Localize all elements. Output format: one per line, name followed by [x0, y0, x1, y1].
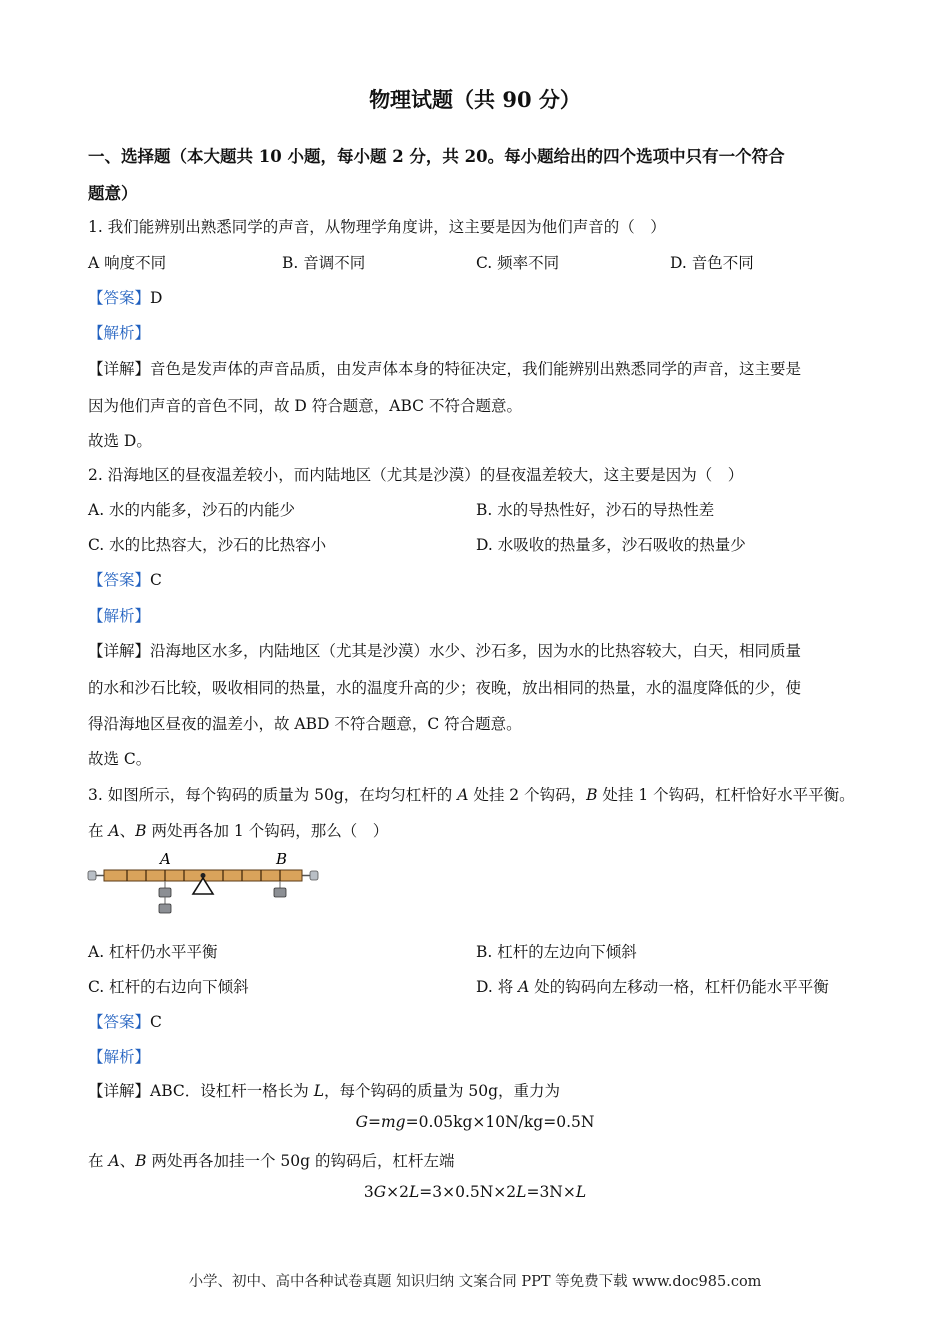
option-text: D. 将 [476, 978, 519, 996]
weight-at-b [274, 881, 286, 897]
detail-text: 音色是发声体的声音品质，由发声体本身的特征决定，我们能辨别出熟悉同学的声音，这主要是 [150, 360, 802, 378]
q1-option-d: D. 音色不同 [670, 254, 754, 272]
answer-tag: 【答案】 [88, 1013, 151, 1031]
q3-option-c: C. 杠杆的右边向下倾斜 [88, 978, 249, 996]
q3-answer [88, 1010, 162, 1032]
q2-detail-1 [88, 639, 801, 661]
variable-l: L [313, 1082, 324, 1100]
q3-option-d [476, 975, 829, 997]
variable-l: L [516, 1183, 527, 1201]
q1-detail-1 [88, 357, 801, 379]
q2-analysis-tag: 【解析】 [88, 607, 151, 625]
point-b-label: B [135, 1152, 147, 1170]
equation-text: =3N× [526, 1183, 576, 1201]
q2-option-c: C. 水的比热容大，沙石的比热容小 [88, 536, 327, 554]
variable-g: G [373, 1183, 387, 1201]
q3-analysis-tag: 【解析】 [88, 1048, 151, 1066]
q2-detail-2: 的水和沙石比较，吸收相同的热量，水的温度升高的少；夜晚，放出相同的热量，水的温度降低的少，使 [88, 679, 802, 697]
detail-text: ，每个钩码的质量为 50g，重力为 [323, 1082, 561, 1100]
q1-analysis-tag: 【解析】 [88, 324, 151, 342]
equation-text: =0.05kg×10N/kg=0.5N [405, 1113, 595, 1131]
q3-stem-2 [88, 819, 388, 841]
answer-value: C [150, 571, 162, 589]
q3-equation-1 [0, 1113, 950, 1131]
detail-text: 在 [88, 1152, 109, 1170]
q3-option-b: B. 杠杆的左边向下倾斜 [476, 943, 637, 961]
variable-mg: mg [380, 1113, 406, 1131]
q1-option-b: B. 音调不同 [282, 254, 366, 272]
q2-conclusion: 故选 C。 [88, 750, 152, 768]
q1-option-c: C. 频率不同 [476, 254, 560, 272]
q1-option-a: A 响度不同 [88, 254, 167, 272]
answer-value: C [150, 1013, 162, 1031]
point-a-label: A [108, 1152, 120, 1170]
page-footer[interactable]: 小学、初中、高中各种试卷真题 知识归纳 文案合同 PPT 等免费下载 www.doc985.com [188, 1274, 762, 1290]
stem-text: 、 [119, 822, 136, 840]
lever-right-knob [310, 871, 318, 880]
figure-label-b: B [276, 850, 288, 868]
q2-option-a: A. 水的内能多，沙石的内能少 [88, 501, 296, 519]
detail-tag: 【详解】 [88, 360, 151, 378]
page-title: 物理试题（共 90 分） [369, 87, 581, 112]
q1-answer [88, 286, 162, 308]
stem-text: 在 [88, 822, 109, 840]
stem-text: 两处再各加 1 个钩码，那么（ ） [146, 822, 389, 840]
section-heading-cont: 题意） [88, 184, 138, 203]
point-b-label: B [586, 786, 598, 804]
equation-text: 3 [363, 1183, 374, 1201]
q3-stem-1 [88, 783, 855, 805]
equation-text: = [367, 1113, 381, 1131]
detail-text: 、 [119, 1152, 136, 1170]
section-heading: 一、选择题（本大题共 10 小题，每小题 2 分，共 20。每小题给出的四个选项中只有一个符合 [88, 147, 785, 166]
point-a-label: A [518, 978, 530, 996]
stem-text: 3. 如图所示，每个钩码的质量为 50g，在均匀杠杆的 [88, 786, 458, 804]
option-text: 处的钩码向左移动一格，杠杆仍能水平平衡 [529, 978, 829, 996]
point-a-label: A [108, 822, 120, 840]
answer-tag: 【答案】 [88, 289, 151, 307]
figure-label-a: A [160, 850, 171, 868]
stem-text: 处挂 2 个钩码， [468, 786, 587, 804]
answer-value: D [150, 289, 163, 307]
weights-at-a [159, 881, 171, 913]
variable-l: L [575, 1183, 587, 1201]
q2-option-d: D. 水吸收的热量多，沙石吸收的热量少 [476, 536, 746, 554]
detail-tag: 【详解】 [88, 642, 151, 660]
answer-tag: 【答案】 [88, 571, 151, 589]
equation-text: ×2 [386, 1183, 409, 1201]
detail-text: ABC．设杠杆一格长为 [150, 1082, 314, 1100]
stem-text: 处挂 1 个钩码，杠杆恰好水平平衡。 [597, 786, 855, 804]
q3-detail-1 [88, 1079, 560, 1101]
lever-figure [86, 848, 326, 920]
variable-g: G [355, 1113, 368, 1131]
q2-option-b: B. 水的导热性好，沙石的导热性差 [476, 501, 715, 519]
q2-answer [88, 568, 162, 590]
q1-detail-2: 因为他们声音的音色不同，故 D 符合题意，ABC 不符合题意。 [88, 397, 522, 415]
q2-detail-3: 得沿海地区昼夜的温差小，故 ABD 不符合题意，C 符合题意。 [88, 715, 522, 733]
q1-conclusion: 故选 D。 [88, 432, 152, 450]
equation-text: =3×0.5N×2 [419, 1183, 517, 1201]
q3-option-a: A. 杠杆仍水平平衡 [88, 943, 218, 961]
detail-text: 沿海地区水多，内陆地区（尤其是沙漠）水少、沙石多，因为水的比热容较大，白天，相同质量 [150, 642, 802, 660]
q1-stem: 1. 我们能辨别出熟悉同学的声音，从物理学角度讲，这主要是因为他们声音的（ ） [88, 218, 666, 236]
detail-tag: 【详解】 [88, 1082, 151, 1100]
lever-left-knob [88, 871, 96, 880]
variable-l: L [408, 1183, 420, 1201]
q2-stem: 2. 沿海地区的昼夜温差较小，而内陆地区（尤其是沙漠）的昼夜温差较大，这主要是因为（ ） [88, 466, 744, 484]
detail-text: 两处再各加挂一个 50g 的钩码后，杠杆左端 [146, 1152, 455, 1170]
q3-detail-2 [88, 1149, 454, 1171]
point-a-label: A [457, 786, 469, 804]
q3-equation-2 [0, 1183, 950, 1201]
point-b-label: B [135, 822, 147, 840]
